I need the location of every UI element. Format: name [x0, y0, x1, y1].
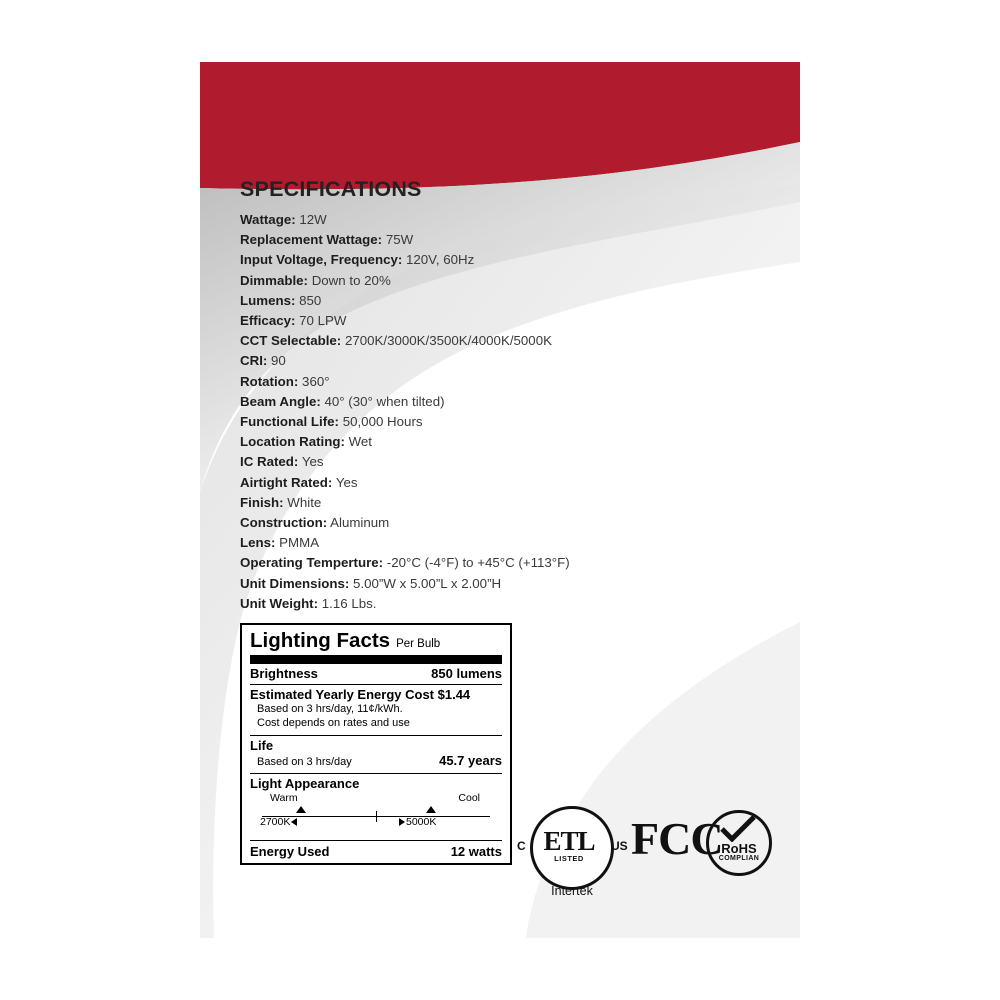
- life-block: [250, 736, 502, 772]
- spec-value: 70 LPW: [299, 313, 347, 329]
- life-label: Life: [250, 737, 274, 753]
- spec-key: Construction:: [240, 515, 328, 531]
- spec-row: [240, 210, 780, 230]
- spec-key: Unit Dimensions:: [240, 575, 350, 591]
- spec-key: Lumens:: [240, 292, 296, 308]
- spec-row: [240, 271, 780, 291]
- appearance-warm-label: Warm: [270, 792, 298, 805]
- rohs-compliant-text: COMPLIAN: [718, 855, 760, 862]
- spec-row: [240, 291, 780, 311]
- energy-cost-note-1: Based on 3 hrs/day, 11¢/kWh.: [257, 702, 403, 715]
- rohs-mark: [706, 810, 772, 876]
- spec-row: [240, 533, 780, 553]
- spec-row: [240, 250, 780, 270]
- energy-cost-block: [250, 685, 502, 731]
- spec-sheet-card: [200, 62, 800, 938]
- spec-row: [240, 351, 780, 371]
- spec-key: Unit Weight:: [240, 595, 319, 611]
- lighting-facts-header: [250, 630, 502, 654]
- intertek-wordmark: Intertek: [551, 884, 593, 898]
- spec-row: [240, 452, 780, 472]
- spec-value: Yes: [335, 474, 358, 490]
- spec-key: Replacement Wattage:: [240, 232, 383, 248]
- spec-row: [240, 513, 780, 533]
- spec-value: 90: [271, 353, 286, 369]
- lighting-facts-rule: [250, 655, 502, 664]
- light-appearance-block: [250, 774, 502, 840]
- spec-key: CCT Selectable:: [240, 333, 342, 349]
- brightness-row: [250, 664, 502, 684]
- spec-value: 360°: [302, 373, 330, 389]
- life-row: [250, 753, 502, 772]
- spec-value: White: [287, 494, 322, 510]
- spec-key: Lens:: [240, 535, 276, 551]
- spec-value: 40° (30° when tilted): [324, 393, 445, 409]
- lighting-facts-title: Lighting Facts: [250, 629, 391, 652]
- spec-row: [240, 473, 780, 493]
- kelvin-warm-value: 2700K: [260, 816, 291, 829]
- scale-midpoint-tick: [376, 811, 377, 822]
- arrow-left-icon: [291, 818, 297, 826]
- fcc-mark: FCC: [631, 813, 723, 864]
- spec-value: 75W: [385, 232, 414, 248]
- etl-us-text: US: [611, 839, 628, 853]
- energy-used-value: 12 watts: [450, 844, 502, 860]
- spec-value: 120V, 60Hz: [406, 252, 475, 268]
- appearance-cool-label: Cool: [458, 792, 480, 805]
- life-value: 45.7 years: [439, 752, 502, 768]
- spec-row: [240, 311, 780, 331]
- spec-row: [240, 493, 780, 513]
- spec-key: Operating Temperture:: [240, 555, 384, 571]
- spec-value: 1.16 Lbs.: [321, 595, 377, 611]
- spec-value: Yes: [301, 454, 324, 470]
- spec-key: Beam Angle:: [240, 393, 321, 409]
- certification-marks: [516, 804, 766, 898]
- spec-key: Functional Life:: [240, 414, 339, 430]
- spec-row: [240, 392, 780, 412]
- rohs-wordmark: RoHS: [721, 841, 757, 856]
- spec-value: Down to 20%: [311, 272, 391, 288]
- spec-row: [240, 372, 780, 392]
- energy-used-label: Energy Used: [250, 844, 330, 860]
- lighting-facts-label: [240, 623, 512, 865]
- spec-row: [240, 331, 780, 351]
- spec-key: Airtight Rated:: [240, 474, 333, 490]
- spec-value: 12W: [299, 212, 327, 227]
- brightness-value: 850 lumens: [431, 665, 502, 681]
- spec-key: Finish:: [240, 494, 284, 510]
- etl-c-text: C: [517, 839, 526, 853]
- cool-marker-icon: [426, 806, 436, 813]
- spec-row: [240, 230, 780, 250]
- spec-key: Efficacy:: [240, 313, 296, 329]
- arrow-right-icon: [399, 818, 405, 826]
- spec-key: Wattage:: [240, 212, 296, 227]
- spec-row: [240, 574, 780, 594]
- energy-used-row: [250, 841, 502, 859]
- light-appearance-label: Light Appearance: [250, 776, 360, 792]
- spec-value: 2700K/3000K/3500K/4000K/5000K: [344, 333, 552, 349]
- spec-row: [240, 594, 780, 614]
- etl-listed-text: LISTED: [554, 854, 584, 863]
- energy-cost-label: Estimated Yearly Energy Cost $1.44: [250, 686, 471, 702]
- kelvin-cool-group: [399, 816, 436, 828]
- spec-row: [240, 412, 780, 432]
- appearance-scale: [254, 792, 498, 838]
- spec-value: 5.00”W x 5.00”L x 2.00”H: [353, 575, 502, 591]
- specifications-list: [240, 210, 780, 614]
- warm-marker-icon: [296, 806, 306, 813]
- spec-value: PMMA: [279, 535, 320, 551]
- kelvin-warm-group: [260, 816, 297, 828]
- lighting-facts-per-unit: Per Bulb: [396, 638, 441, 650]
- spec-value: 850: [299, 292, 322, 308]
- life-basis: Based on 3 hrs/day: [257, 755, 352, 768]
- kelvin-cool-value: 5000K: [406, 816, 437, 829]
- spec-row: [240, 432, 780, 452]
- spec-key: Location Rating:: [240, 434, 345, 450]
- brightness-label: Brightness: [250, 665, 318, 681]
- etl-wordmark: ETL: [543, 826, 595, 856]
- spec-key: Rotation:: [240, 373, 299, 389]
- specifications-section: [240, 177, 780, 614]
- checkmark-icon: [720, 816, 756, 842]
- spec-key: Dimmable:: [240, 272, 308, 288]
- appearance-scale-labels: [254, 792, 498, 804]
- page-title: SPECIFICATIONS: [240, 177, 422, 201]
- spec-key: Input Voltage, Frequency:: [240, 252, 403, 268]
- spec-value: Wet: [348, 434, 372, 450]
- spec-row: [240, 553, 780, 573]
- spec-value: -20°C (-4°F) to +45°C (+113°F): [386, 555, 570, 571]
- spec-key: CRI:: [240, 353, 268, 369]
- etl-listed-mark: [516, 806, 628, 898]
- spec-value: 50,000 Hours: [342, 414, 423, 430]
- energy-cost-note-2: Cost depends on rates and use: [257, 717, 410, 730]
- spec-value: Aluminum: [330, 515, 390, 531]
- spec-key: IC Rated:: [240, 454, 299, 470]
